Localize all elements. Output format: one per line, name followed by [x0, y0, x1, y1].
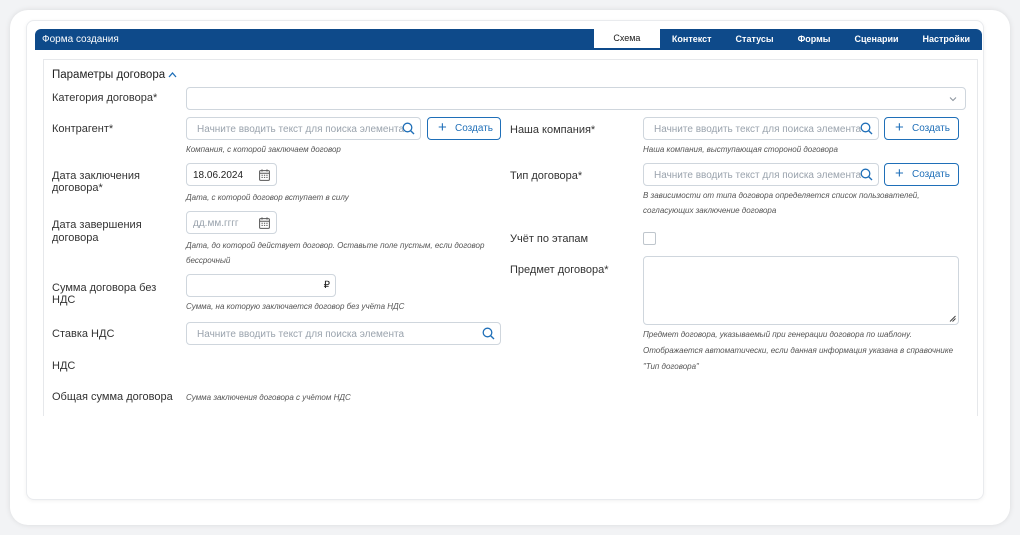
conclusion-date-value: 18.06.2024	[193, 170, 244, 181]
counterparty-search-input[interactable]	[186, 117, 421, 140]
end-date-label-line2: договора	[52, 232, 99, 244]
end-date-label-line1: Дата завершения	[52, 219, 142, 231]
end-date-placeholder: дд.мм.гггг	[193, 218, 239, 229]
chevron-up-icon[interactable]	[168, 71, 177, 79]
resize-handle-icon[interactable]	[949, 315, 956, 322]
currency-symbol: ₽	[323, 280, 330, 291]
tab-settings[interactable]: Настройки	[922, 34, 970, 44]
category-label: Категория договора*	[52, 92, 158, 104]
search-icon[interactable]	[860, 168, 873, 181]
plus-icon: +	[895, 119, 904, 136]
contract-type-hint-line1: В зависимости от типа договора определяется список пользователей,	[643, 191, 920, 200]
calendar-icon[interactable]	[259, 169, 270, 181]
search-icon[interactable]	[860, 122, 873, 135]
tab-forms[interactable]: Формы	[797, 34, 831, 44]
amount-label-line2: НДС	[52, 294, 76, 306]
contract-type-label: Тип договора*	[510, 170, 583, 182]
amount-input[interactable]	[186, 274, 336, 297]
counterparty-label: Контрагент*	[52, 123, 114, 135]
tab-bar	[594, 29, 982, 50]
contract-type-search-input[interactable]	[643, 163, 879, 186]
create-button-label: Создать	[912, 169, 951, 180]
form-header	[35, 29, 982, 50]
vat-label: НДС	[52, 360, 76, 372]
vat-rate-placeholder: Начните вводить текст для поиска элемента	[197, 329, 405, 340]
total-hint: Сумма заключения договора с учётом НДС	[186, 393, 351, 402]
total-label: Общая сумма договора	[52, 391, 173, 403]
end-date-hint-line2: бессрочный	[186, 256, 231, 265]
create-button-label: Создать	[455, 123, 494, 134]
subject-hint-line2: Отображается автоматически, если данная информация указана в справочнике	[643, 346, 954, 355]
amount-label-line1: Сумма договора без	[52, 282, 157, 294]
subject-hint-line3: "Тип договора"	[643, 362, 699, 371]
tab-schema[interactable]: Схема	[594, 29, 660, 50]
vat-rate-search-input[interactable]	[186, 322, 501, 345]
end-date-hint-line1: Дата, до которой действует договор. Оставьте поле пустым, если договор	[186, 241, 485, 250]
our-company-label: Наша компания*	[510, 124, 596, 136]
calendar-icon[interactable]	[259, 217, 270, 229]
subject-textarea[interactable]	[643, 256, 959, 325]
search-icon[interactable]	[482, 327, 495, 340]
amount-hint: Сумма, на которую заключается договор без учёта НДС	[186, 302, 405, 311]
form-title: Форма создания	[42, 34, 119, 45]
category-select[interactable]	[186, 87, 966, 110]
conclusion-date-input[interactable]	[186, 163, 277, 186]
our-company-create-button[interactable]	[884, 117, 959, 140]
conclusion-date-label-line1: Дата заключения	[52, 170, 140, 182]
create-button-label: Создать	[912, 123, 951, 134]
end-date-input[interactable]	[186, 211, 277, 234]
our-company-hint: Наша компания, выступающая стороной договора	[643, 145, 838, 154]
tab-context[interactable]: Контекст	[671, 34, 712, 44]
subject-hint-line1: Предмет договора, указываемый при генерации договора по шаблону.	[643, 330, 912, 339]
our-company-placeholder: Начните вводить текст для поиска элемента	[654, 124, 862, 135]
conclusion-date-label-line2: договора*	[52, 182, 103, 194]
contract-type-placeholder: Начните вводить текст для поиска элемента	[654, 170, 862, 181]
contract-type-hint-line2: согласующих заключение договора	[643, 206, 777, 215]
vat-rate-label: Ставка НДС	[52, 328, 115, 340]
chevron-down-icon	[949, 96, 957, 102]
stages-label: Учёт по этапам	[510, 233, 589, 245]
our-company-search-input[interactable]	[643, 117, 879, 140]
plus-icon: +	[895, 165, 904, 182]
tab-scenarios[interactable]: Сценарии	[854, 34, 899, 44]
contract-type-create-button[interactable]	[884, 163, 959, 186]
search-icon[interactable]	[402, 122, 415, 135]
section-title: Параметры договора	[52, 69, 166, 81]
counterparty-create-button[interactable]	[427, 117, 501, 140]
tab-statuses[interactable]: Статусы	[735, 34, 774, 44]
stages-checkbox[interactable]	[643, 232, 656, 245]
counterparty-placeholder: Начните вводить текст для поиска элемента	[197, 124, 405, 135]
plus-icon: +	[438, 119, 447, 136]
conclusion-date-hint: Дата, с которой договор вступает в силу	[186, 193, 349, 202]
counterparty-hint: Компания, с которой заключаем договор	[186, 145, 341, 154]
subject-label: Предмет договора*	[510, 264, 609, 276]
